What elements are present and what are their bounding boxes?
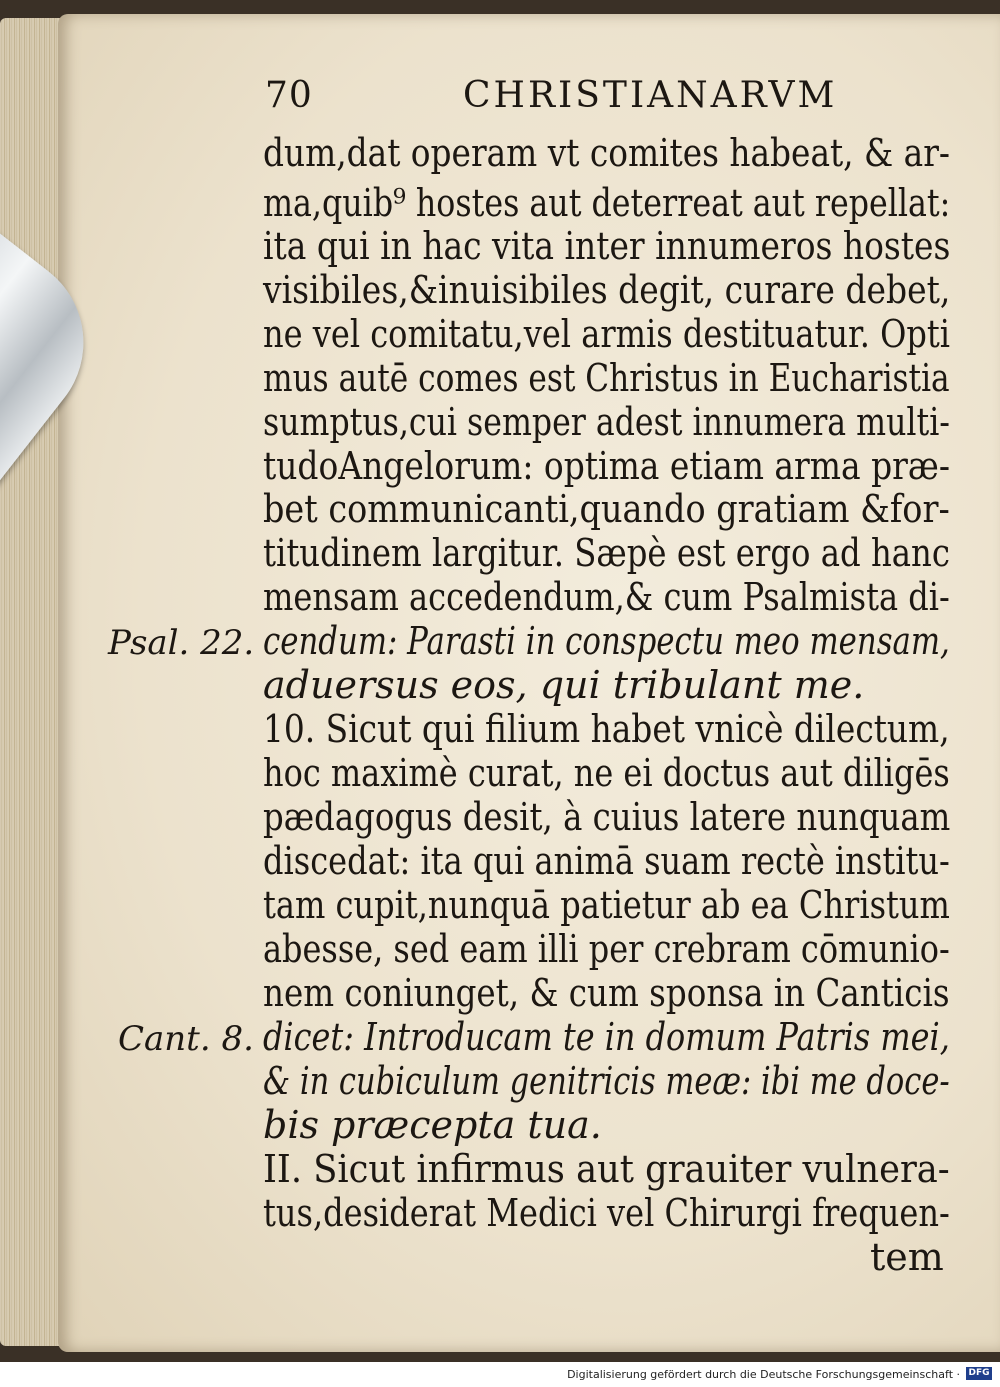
text-line: bis præcepta tua. <box>263 1103 602 1147</box>
text-line: bet communicanti,quando gratiam &for- <box>263 487 950 531</box>
text-line: sumptus,cui semper adest innumera multi- <box>263 400 950 444</box>
text-line: ne vel comitatu,vel armis destituatur. Opti <box>263 312 951 356</box>
text-line: ma,quib⁹ hostes aut deterreat aut repellat: <box>263 181 951 225</box>
text-line: mus autē comes est Christus in Eucharistia <box>263 356 950 400</box>
text-line: dicet: Introducam te in domum Patris mei, <box>263 1015 950 1059</box>
text-line: tus,desiderat Medici vel Chirurgi frequen- <box>263 1191 950 1235</box>
text-line: II. Sicut infirmus aut grauiter vulnera- <box>263 1147 950 1191</box>
running-title: CHRISTIANARVM <box>463 75 838 116</box>
book-fore-edge <box>0 18 64 1346</box>
page-number: 70 <box>265 75 313 116</box>
text-line: visibiles,&inuisibiles degit, curare debet, <box>263 268 951 312</box>
margin-note-canticles: Cant. 8. <box>118 1019 254 1059</box>
text-line: tudoAngelorum: optima etiam arma præ- <box>263 444 950 488</box>
text-line: & in cubiculum genitricis meæ: ibi me doce- <box>263 1059 950 1103</box>
text-line: nem coniunget, & cum sponsa in Canticis <box>263 971 950 1015</box>
text-line: titudinem largitur. Sæpè est ergo ad hanc <box>263 531 950 575</box>
catchword: tem <box>870 1235 944 1279</box>
text-line: ita qui in hac vita inter innumeros hostes <box>263 224 951 268</box>
text-line: abesse, sed eam illi per crebram cōmunio- <box>263 927 950 971</box>
dfg-logo-icon: DFG <box>966 1367 992 1380</box>
margin-note-psalm: Psal. 22. <box>108 623 255 663</box>
text-line: dum,dat operam vt comites habeat, & ar- <box>263 131 950 175</box>
text-line: aduersus eos, qui tribulant me. <box>263 663 865 707</box>
credit-text: Digitalisierung gefördert durch die Deutsche Forschungsgemeinschaft · <box>567 1368 960 1381</box>
text-line: pædagogus desit, à cuius latere nunquam <box>263 795 951 839</box>
text-line: cendum: Parasti in conspectu meo mensam, <box>263 619 950 663</box>
text-line: mensam accedendum,& cum Psalmista di- <box>263 575 950 619</box>
text-line: 10. Sicut qui filium habet vnicè dilectum, <box>263 707 950 751</box>
credit-bar <box>0 1362 1000 1387</box>
text-line: hoc maximè curat, ne ei doctus aut diligēs <box>263 751 950 795</box>
text-line: tam cupit,nunquā patietur ab ea Christum <box>263 883 950 927</box>
text-line: discedat: ita qui animā suam rectè institu- <box>263 839 950 883</box>
